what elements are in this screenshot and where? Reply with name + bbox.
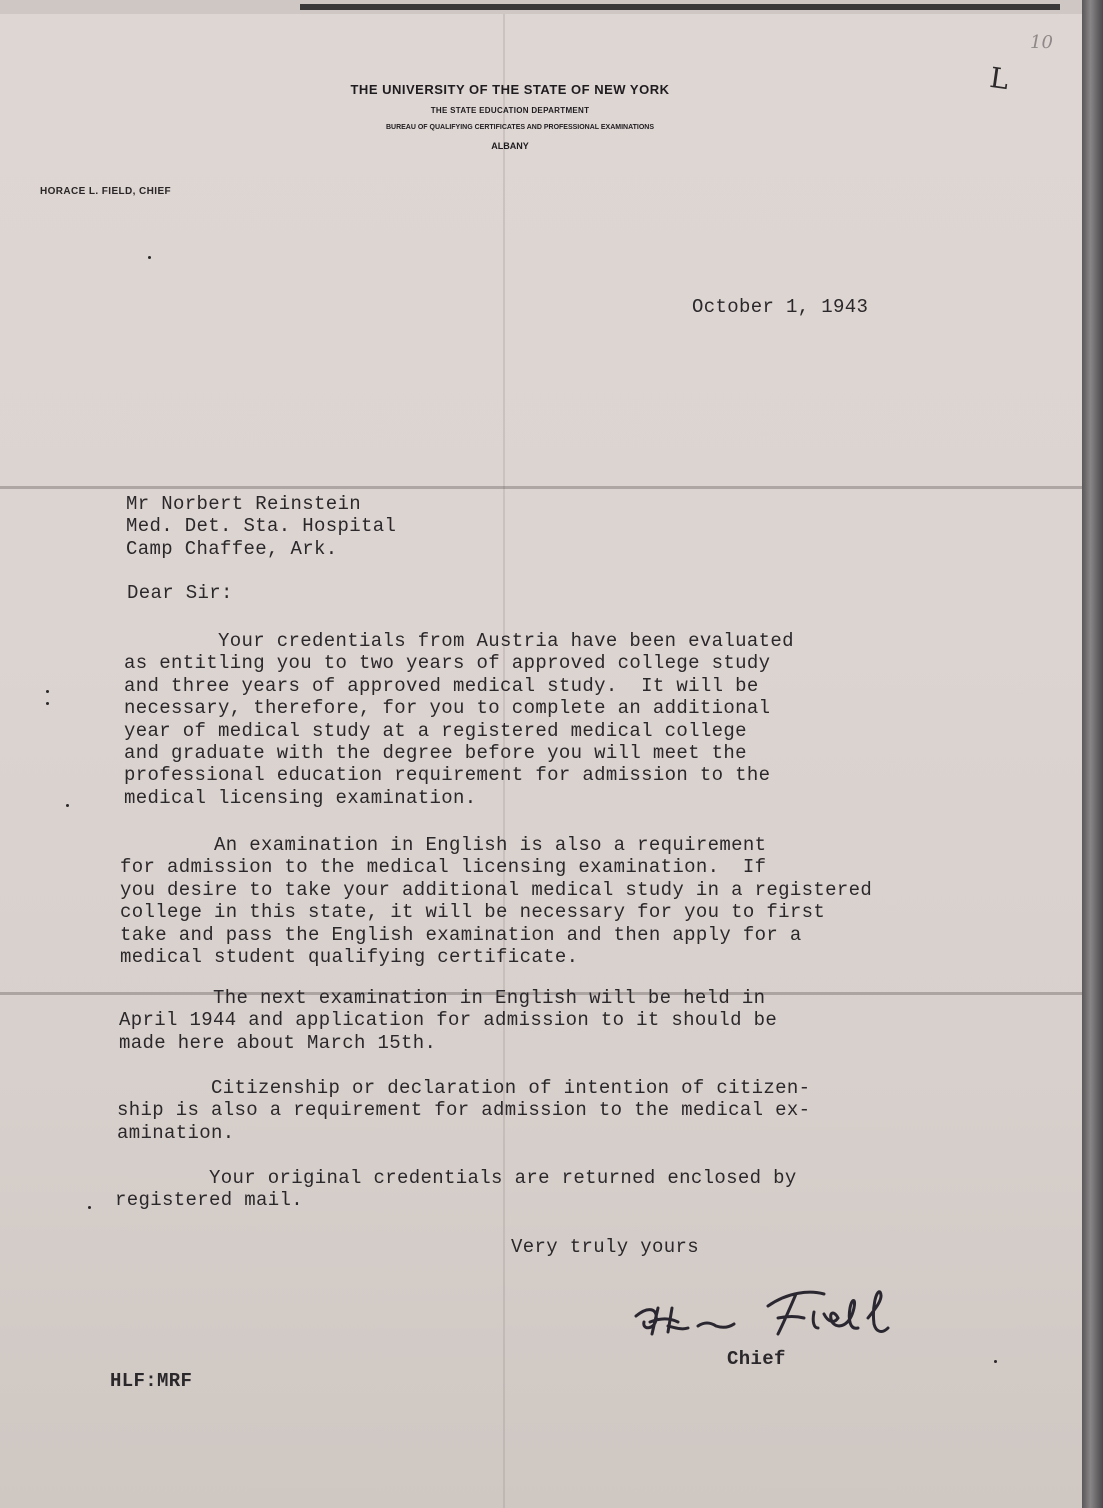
body-paragraph-5: Your original credentials are returned enclosed by registered mail. [115,1167,797,1212]
recipient-address: Mr Norbert Reinstein Med. Det. Sta. Hospital Camp Chaffee, Ark. [126,493,397,560]
body-paragraph-4: Citizenship or declaration of intention of citizen- ship is also a requirement for admission to the medical ex- amination. [117,1077,811,1144]
letter-page [0,14,1082,1508]
reference-initials: HLF:MRF [110,1370,193,1392]
salutation: Dear Sir: [127,582,233,604]
ink-speck [66,804,69,807]
signer-title: Chief [727,1348,786,1370]
paper-top-shadow [300,4,1060,10]
signature [628,1278,898,1348]
body-paragraph-1: Your credentials from Austria have been evaluated as entitling you to two years of approved college study and three years of approved medical study. It will be necessary, therefore, for you to complete an additional year of medical study at a registered medical college and graduate with the degree before you will meet the professional education requirement for admission to the medical licensing examination. [124,630,794,809]
letter-date: October 1, 1943 [692,296,869,318]
background-edge [1082,0,1103,1508]
ink-speck [46,690,49,693]
ink-speck [994,1360,997,1363]
letterhead-university: THE UNIVERSITY OF THE STATE OF NEW YORK [350,82,670,97]
fold-crease-upper [0,486,1082,489]
ink-speck [148,256,151,259]
ink-speck [88,1206,91,1209]
closing: Very truly yours [511,1236,700,1258]
page-mark: L [987,60,1011,97]
body-paragraph-2: An examination in English is also a requirement for admission to the medical licensing examination. If you desire to take your additional medical study in a registered college in this state, it will be necessary for you to first take and pass the English examination and then apply for a medical student qualifying certificate. [120,834,873,969]
body-paragraph-3: The next examination in English will be held in April 1944 and application for admission to it should be made here about March 15th. [119,987,778,1054]
ink-speck [46,702,49,705]
letterhead-chief: HORACE L. FIELD, CHIEF [40,186,172,197]
letterhead-city: ALBANY [491,141,529,151]
letterhead-bureau: BUREAU OF QUALIFYING CERTIFICATES AND PROFESSIONAL EXAMINATIONS [385,124,655,131]
page-mark-pencil: 10 [1030,32,1053,53]
letterhead-department: THE STATE EDUCATION DEPARTMENT [430,106,590,115]
